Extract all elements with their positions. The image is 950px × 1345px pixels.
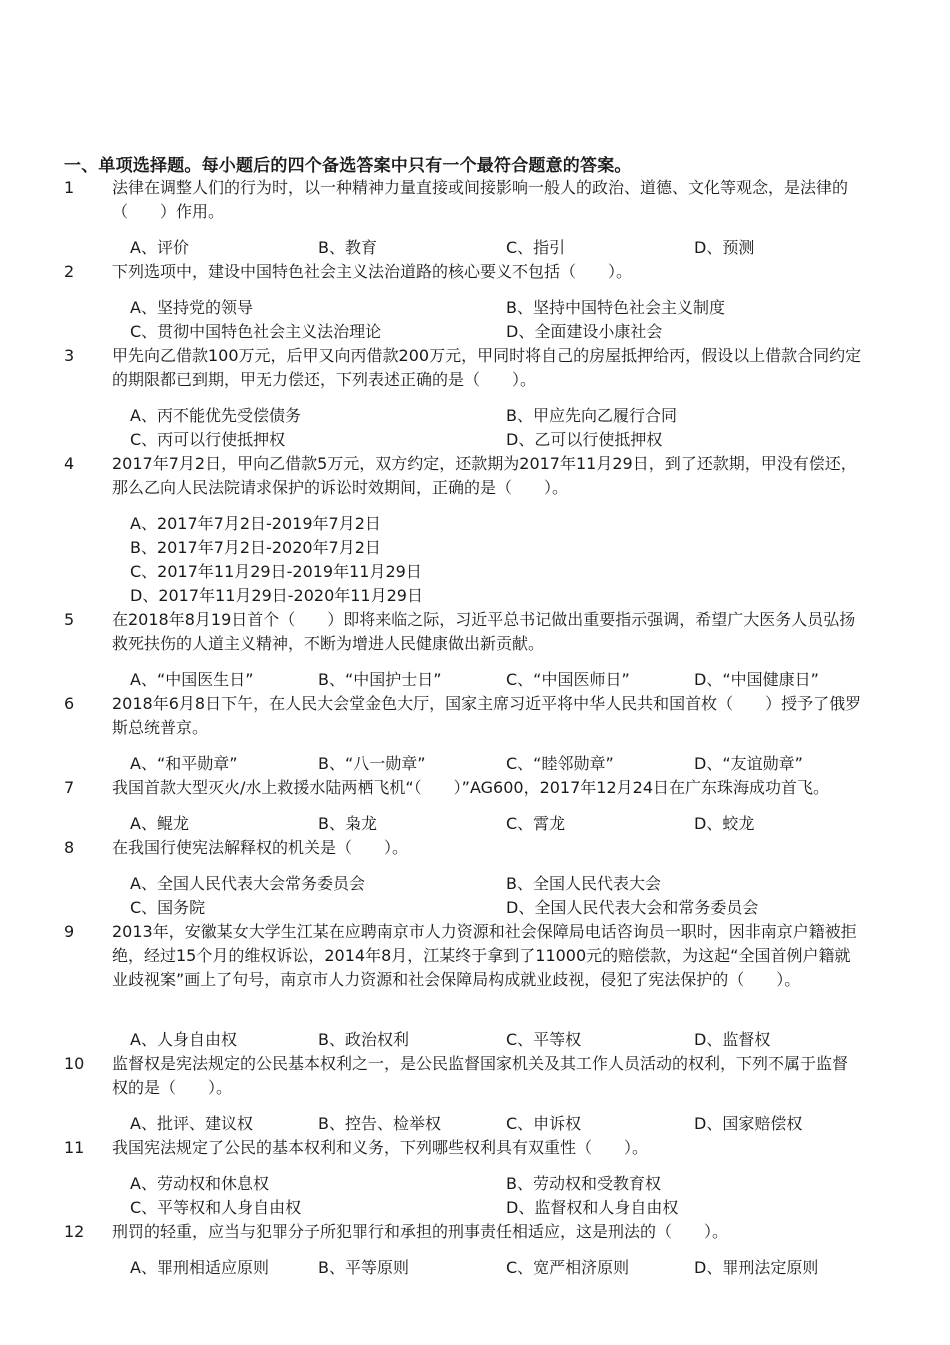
question-number: 1 [64,178,75,197]
option-c: C、国务院 [130,898,206,917]
question-number: 4 [64,454,75,473]
option-d: D、监督权和人身自由权 [506,1198,679,1217]
question-stem: 我国宪法规定了公民的基本权利和义务，下列哪些权利具有双重性（ ）。 [112,1138,649,1157]
option-c: C、贯彻中国特色社会主义法治理论 [130,322,382,341]
question-stem: 监督权是宪法规定的公民基本权利之一，是公民监督国家机关及其工作人员活动的权利，下列不属于监督权的是（ ）。 [112,1054,849,1097]
option-d: D、“中国健康日” [694,670,819,689]
question-number: 5 [64,610,75,629]
option-c: C、“睦邻勋章” [506,754,614,773]
option-a: A、丙不能优先受偿债务 [130,406,301,425]
option-d: D、全面建设小康社会 [506,322,663,341]
question-stem: 下列选项中，建设中国特色社会主义法治道路的核心要义不包括（ ）。 [112,262,633,281]
option-b: B、2017年7月2日-2020年7月2日 [130,538,381,557]
option-a: A、人身自由权 [130,1030,237,1049]
option-b: B、教育 [318,238,377,257]
option-a: A、劳动权和休息权 [130,1174,269,1193]
option-d: D、乙可以行使抵押权 [506,430,663,449]
option-a: A、鲲龙 [130,814,189,833]
option-c: C、申诉权 [506,1114,582,1133]
option-d: D、2017年11月29日-2020年11月29日 [130,586,423,605]
option-d: D、“友谊勋章” [694,754,803,773]
option-b: B、政治权利 [318,1030,409,1049]
option-b: B、“八一勋章” [318,754,426,773]
option-d: D、蛟龙 [694,814,755,833]
option-a: A、坚持党的领导 [130,298,253,317]
question-stem: 2013年，安徽某女大学生江某在应聘南京市人力资源和社会保障局电话咨询员一职时，因非南京户籍被拒绝，经过15个月的维权诉讼，2014年8月，江某终于拿到了11000元的赔偿款，为这起“全国首例户籍就业歧视案”画上了句号，南京市人力资源和社会保障局构成就业歧视，侵犯了宪法保护的（ ）。 [112,922,857,989]
option-b: B、甲应先向乙履行合同 [506,406,677,425]
question-stem: 法律在调整人们的行为时，以一种精神力量直接或间接影响一般人的政治、道德、文化等观念，是法律的（ ）作用。 [112,178,849,221]
option-d: D、国家赔偿权 [694,1114,803,1133]
question-number: 11 [64,1138,85,1157]
question-stem: 2017年7月2日，甲向乙借款5万元，双方约定，还款期为2017年11月29日，到了还款期，甲没有偿还，那么乙向人民法院请求保护的诉讼时效期间，正确的是（ ）。 [112,454,857,497]
option-c: C、指引 [506,238,566,257]
question-stem: 2018年6月8日下午，在人民大会堂金色大厅，国家主席习近平将中华人民共和国首枚（ ）授予了俄罗斯总统普京。 [112,694,862,737]
option-d: D、全国人民代表大会和常务委员会 [506,898,759,917]
question-number: 8 [64,838,75,857]
option-b: B、“中国护士日” [318,670,442,689]
option-b: B、枭龙 [318,814,377,833]
option-c: C、丙可以行使抵押权 [130,430,286,449]
option-b: B、劳动权和受教育权 [506,1174,661,1193]
question-number: 6 [64,694,75,713]
question-number: 2 [64,262,75,281]
option-d: D、罪刑法定原则 [694,1258,819,1277]
question-stem: 我国首款大型灭火/水上救援水陆两栖飞机“（ ）”AG600，2017年12月24日在广东珠海成功首飞。 [112,778,830,797]
option-c: C、2017年11月29日-2019年11月29日 [130,562,422,581]
question-stem: 在我国行使宪法解释权的机关是（ ）。 [112,838,409,857]
option-c: C、平等权 [506,1030,582,1049]
question-stem: 在2018年8月19日首个（ ）即将来临之际，习近平总书记做出重要指示强调，希望广大医务人员弘扬救死扶伤的人道主义精神，不断为增进人民健康做出新贡献。 [112,610,856,653]
option-a: A、评价 [130,238,189,257]
question-stem: 刑罚的轻重，应当与犯罪分子所犯罪行和承担的刑事责任相适应，这是刑法的（ ）。 [112,1222,729,1241]
question-number: 12 [64,1222,85,1241]
question-number: 10 [64,1054,85,1073]
option-c: C、霄龙 [506,814,566,833]
section-title: 一、单项选择题。每小题后的四个备选答案中只有一个最符合题意的答案。 [64,156,632,176]
option-a: A、罪刑相适应原则 [130,1258,269,1277]
option-c: C、宽严相济原则 [506,1258,630,1277]
option-d: D、预测 [694,238,755,257]
option-b: B、平等原则 [318,1258,409,1277]
question-stem: 甲先向乙借款100万元，后甲又向丙借款200万元，甲同时将自己的房屋抵押给丙，假设以上借款合同约定的期限都已到期，甲无力偿还，下列表述正确的是（ ）。 [112,346,862,389]
option-b: B、全国人民代表大会 [506,874,661,893]
option-a: A、“中国医生日” [130,670,254,689]
option-c: C、“中国医师日” [506,670,630,689]
option-a: A、“和平勋章” [130,754,238,773]
question-number: 3 [64,346,75,365]
option-a: A、批评、建议权 [130,1114,253,1133]
option-d: D、监督权 [694,1030,771,1049]
option-b: B、坚持中国特色社会主义制度 [506,298,725,317]
question-number: 9 [64,922,75,941]
option-b: B、控告、检举权 [318,1114,441,1133]
option-a: A、2017年7月2日-2019年7月2日 [130,514,381,533]
option-a: A、全国人民代表大会常务委员会 [130,874,365,893]
question-number: 7 [64,778,75,797]
option-c: C、平等权和人身自由权 [130,1198,302,1217]
